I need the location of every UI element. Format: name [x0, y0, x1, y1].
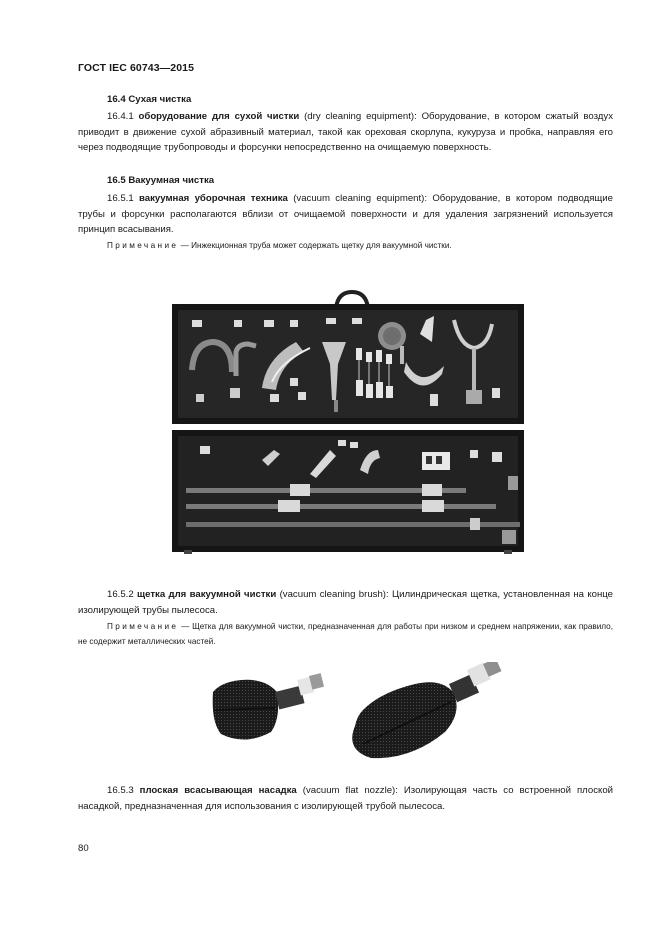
note-text: — Инжекционная труба может содержать щетку для вакуумной чистки. [178, 241, 452, 250]
definition-text: (dry cleaning equipment): Оборудование, в котором сжатый воздух приводит в движение сухой абразивный материал, такой как ореховая скорлупа, кукуруза и пробка, направляя его через подводящие трубопроводы и форсунки непосредственно на очищаемую поверхность. [78, 111, 613, 154]
paragraph-16-5-3 [78, 783, 613, 814]
paragraph-16-5-2 [78, 587, 613, 618]
clause-number: 16.5.2 [107, 589, 138, 600]
term: вакуумная уборочная техника [139, 193, 288, 204]
term: щетка для вакуумной чистки [137, 589, 277, 600]
paragraph-16-4-1 [78, 109, 613, 156]
note-label: Примечание [107, 241, 179, 250]
paragraph-16-5-1 [78, 191, 613, 238]
clause-number: 16.5.1 [107, 193, 139, 204]
definition-text: (vacuum cleaning equipment): Оборудование, в котором подводящие трубы и форсунки располагаются вблизи от очищаемой поверхности и для удаления загрязнений используется принцип всасывания. [78, 193, 614, 236]
clause-number: 16.5.3 [107, 785, 140, 796]
note-16-5-1 [78, 238, 613, 253]
note-text: — Щетка для вакуумной чистки, предназначенная для работы при низком и среднем напряжении, как правило, не содержит металлических частей. [78, 622, 613, 646]
note-16-5-2 [78, 619, 613, 649]
definition-text: (vacuum flat nozzle): Изолирующая часть со встроенной плоской насадкой, предназначенная для использования с изолирующей трубой пылесоса. [78, 785, 614, 812]
definition-text: (vacuum cleaning brush): Цилиндрическая щетка, установленная на конце изолирующей трубы пылесоса. [78, 589, 613, 616]
brush-right [352, 662, 501, 758]
term: оборудование для сухой чистки [138, 111, 300, 122]
brush-left [213, 673, 324, 739]
vacuum-brushes-photo [205, 662, 505, 762]
clause-number: 16.4.1 [107, 111, 139, 122]
equipment-case-photo [170, 290, 526, 556]
section-heading-16-4: 16.4 Сухая чистка [107, 94, 192, 105]
section-heading-16-5: 16.5 Вакуумная чистка [107, 175, 215, 186]
standard-header: ГОСТ IEC 60743—2015 [78, 62, 195, 74]
term: плоская всасывающая насадка [139, 785, 297, 796]
page-number: 80 [78, 843, 89, 854]
note-label: Примечание [107, 622, 179, 631]
